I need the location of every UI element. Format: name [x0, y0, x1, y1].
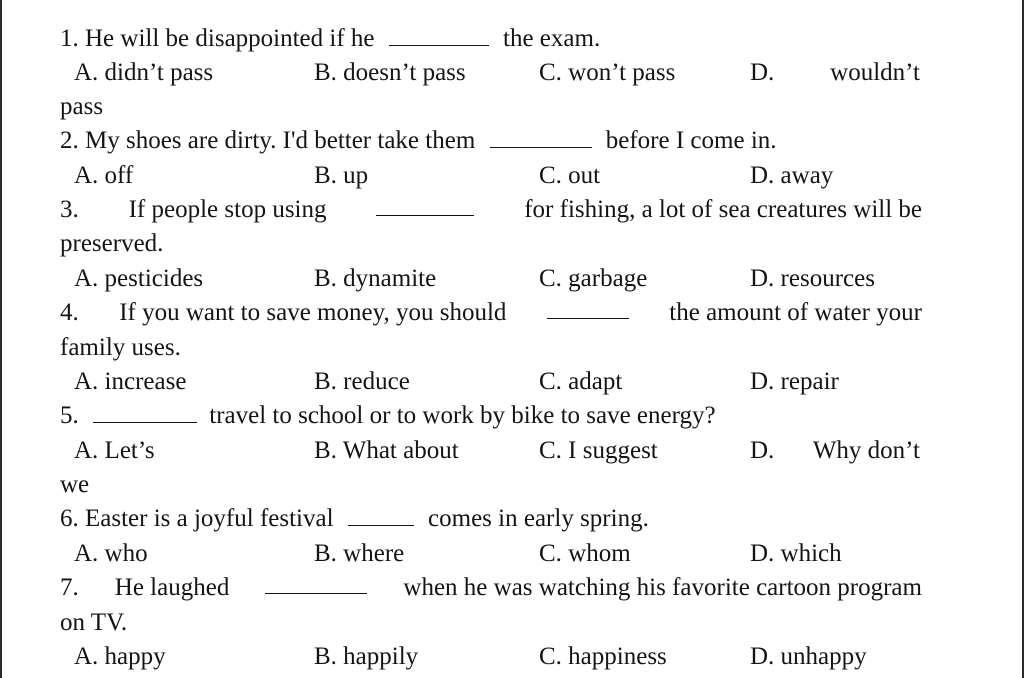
answer-blank[interactable] — [490, 127, 592, 148]
option-b[interactable]: B. What about — [314, 437, 459, 464]
question-number: 7. — [60, 574, 79, 601]
option-letter: D. — [750, 59, 775, 86]
option-b[interactable]: B. happily — [314, 643, 419, 670]
question-3-stem — [60, 195, 922, 225]
question-5-stem — [60, 401, 716, 431]
option-d[interactable]: D. away — [750, 162, 834, 189]
option-a[interactable]: A. increase — [74, 368, 187, 395]
question-3-stem-wrap: preserved. — [60, 230, 164, 257]
option-d[interactable]: D. repair — [750, 368, 839, 395]
question-6-stem — [60, 504, 649, 534]
option-c[interactable]: C. won’t pass — [539, 59, 676, 86]
question-2-stem — [60, 126, 777, 156]
question-text: He laughed — [114, 574, 230, 601]
question-text: when he was watching his favorite cartoon program — [403, 574, 922, 601]
answer-blank[interactable] — [265, 573, 367, 594]
option-d[interactable] — [750, 58, 920, 88]
question-text: before I come in. — [605, 127, 777, 154]
question-7-stem-wrap: on TV. — [60, 609, 128, 636]
question-4-stem — [60, 298, 922, 328]
question-text: for fishing, a lot of sea creatures will be — [524, 196, 922, 223]
question-text: Easter is a joyful festival — [85, 505, 334, 532]
option-c[interactable]: C. I suggest — [539, 437, 658, 464]
question-text: travel to school or to work by bike to save energy? — [209, 402, 716, 429]
question-text: the exam. — [503, 25, 601, 52]
option-d[interactable]: D. resources — [750, 265, 875, 292]
option-b[interactable]: B. doesn’t pass — [314, 59, 466, 86]
question-text: comes in early spring. — [428, 505, 649, 532]
option-a[interactable]: A. happy — [74, 643, 166, 670]
option-c[interactable]: C. adapt — [539, 368, 623, 395]
question-4-stem-wrap: family uses. — [60, 334, 181, 361]
option-d-wrap: we — [60, 471, 90, 498]
option-b[interactable]: B. dynamite — [314, 265, 437, 292]
option-text: wouldn’t — [830, 59, 920, 86]
question-text: the amount of water your — [669, 299, 922, 326]
question-text: If you want to save money, you should — [119, 299, 507, 326]
option-b[interactable]: B. where — [314, 540, 405, 567]
question-text: He will be disappointed if he — [85, 25, 375, 52]
answer-blank[interactable] — [93, 402, 197, 423]
option-d[interactable] — [750, 436, 920, 466]
question-number: 3. — [60, 196, 79, 223]
question-text: My shoes are dirty. I'd better take them — [85, 127, 476, 154]
option-letter: D. — [750, 437, 775, 464]
option-d[interactable]: D. which — [750, 540, 842, 567]
question-1-stem — [60, 24, 922, 54]
question-number: 5. — [60, 402, 79, 429]
option-a[interactable]: A. didn’t pass — [74, 59, 214, 86]
question-text: If people stop using — [128, 196, 327, 223]
answer-blank[interactable] — [389, 25, 489, 46]
answer-blank[interactable] — [376, 195, 474, 216]
option-a[interactable]: A. who — [74, 540, 148, 567]
option-c[interactable]: C. happiness — [539, 643, 667, 670]
option-c[interactable]: C. out — [539, 162, 601, 189]
option-a[interactable]: A. Let’s — [74, 437, 155, 464]
option-d[interactable]: D. unhappy — [750, 643, 867, 670]
option-text: Why don’t — [812, 437, 920, 464]
option-b[interactable]: B. reduce — [314, 368, 410, 395]
option-c[interactable]: C. whom — [539, 540, 631, 567]
option-a[interactable]: A. off — [74, 162, 134, 189]
question-7-stem — [60, 573, 922, 603]
answer-blank[interactable] — [547, 298, 629, 319]
option-d-wrap: pass — [60, 93, 104, 120]
option-c[interactable]: C. garbage — [539, 265, 648, 292]
question-number: 2. — [60, 127, 79, 154]
question-number: 6. — [60, 505, 79, 532]
option-a[interactable]: A. pesticides — [74, 265, 204, 292]
answer-blank[interactable] — [348, 505, 414, 526]
option-b[interactable]: B. up — [314, 162, 369, 189]
question-number: 4. — [60, 299, 79, 326]
question-number: 1. — [60, 25, 79, 52]
